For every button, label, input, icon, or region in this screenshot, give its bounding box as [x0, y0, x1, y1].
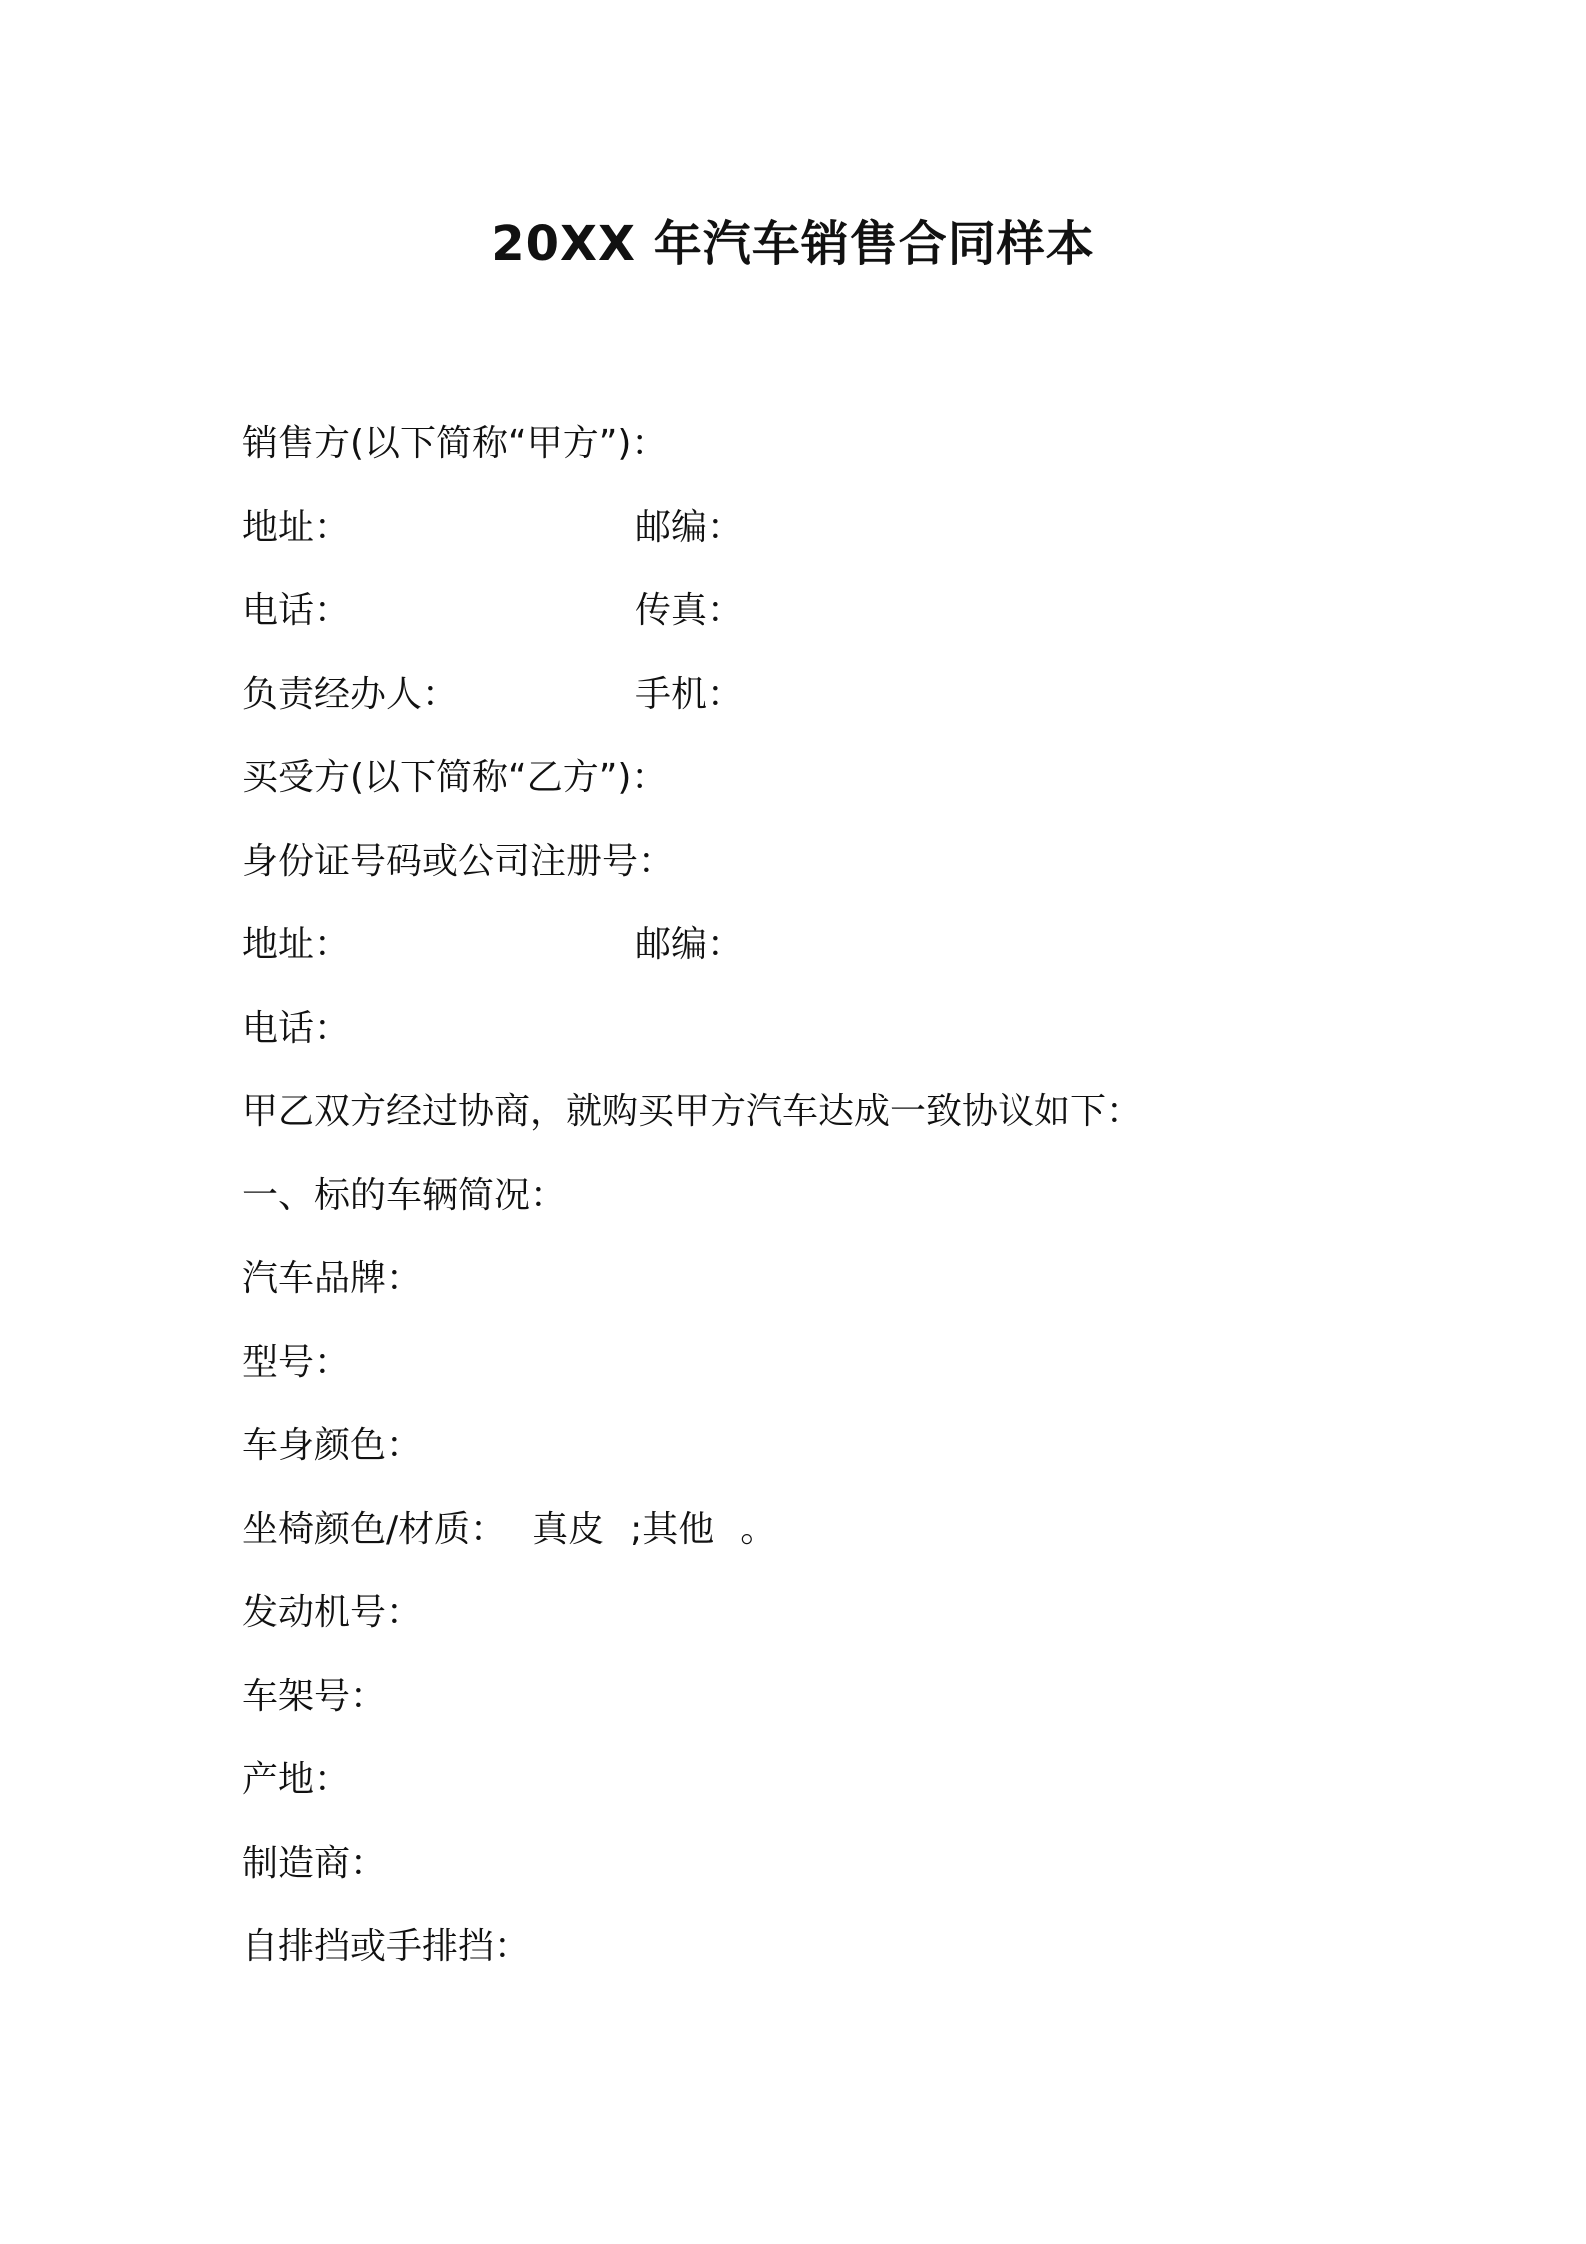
buyer-postcode-label: 邮编： — [635, 924, 744, 965]
model-label: 型号： — [242, 1341, 351, 1383]
seller-phone-row — [242, 569, 1392, 653]
transmission-label: 自排挡或手排挡： — [242, 1926, 531, 1967]
document-title: 20XX 年汽车销售合同样本 — [491, 216, 1095, 272]
engine-label: 发动机号： — [242, 1592, 423, 1633]
seller-address-label: 地址： — [242, 506, 351, 548]
buyer-phone-label: 电话： — [242, 1007, 351, 1049]
seller-fax-label: 传真： — [635, 590, 744, 631]
seller-agent-row — [242, 653, 1392, 737]
frame-label: 车架号： — [242, 1675, 387, 1717]
seller-agent-label: 负责经办人： — [242, 673, 459, 715]
seller-phone-label: 电话： — [242, 590, 351, 631]
seat-label: 坐椅颜色/材质： — [242, 1508, 507, 1550]
manufacturer-label: 制造商： — [242, 1842, 387, 1884]
seller-address-row — [242, 486, 1392, 570]
agreement-intro: 甲乙双方经过协商，就购买甲方汽车达成一致协议如下： — [242, 1091, 1143, 1132]
seller-postcode-label: 邮编： — [635, 506, 744, 548]
seat-end: 。 — [740, 1508, 777, 1550]
origin-label: 产地： — [242, 1759, 351, 1800]
section1-heading: 一、标的车辆简况： — [242, 1174, 567, 1216]
buyer-heading: 买受方(以下简称“乙方”)： — [242, 757, 668, 798]
seat-row — [242, 1488, 1392, 1572]
seat-option-leather: 真皮 — [532, 1508, 605, 1550]
seller-heading: 销售方(以下简称“甲方”)： — [242, 423, 668, 464]
contract-body — [242, 402, 1392, 1989]
body-color-label: 车身颜色： — [242, 1425, 423, 1466]
buyer-address-label: 地址： — [242, 924, 351, 965]
buyer-address-row — [242, 903, 1392, 987]
seller-mobile-label: 手机： — [635, 673, 744, 715]
seat-option-other: ;其他 — [630, 1508, 715, 1550]
buyer-id-label: 身份证号码或公司注册号： — [242, 840, 675, 882]
brand-label: 汽车品牌： — [242, 1258, 423, 1299]
